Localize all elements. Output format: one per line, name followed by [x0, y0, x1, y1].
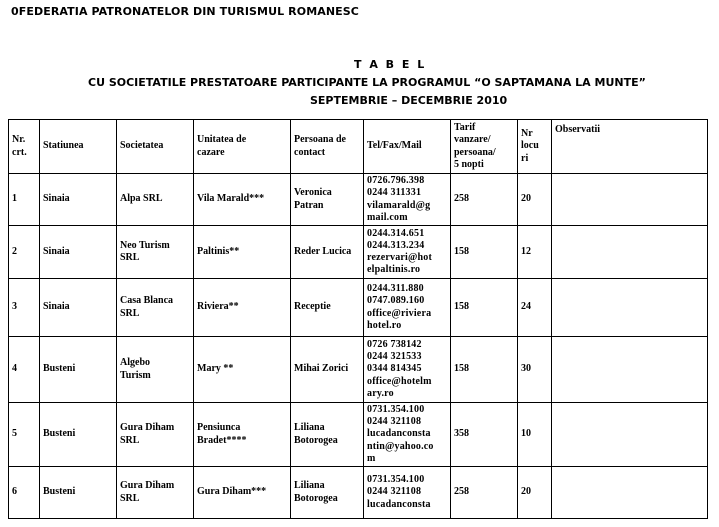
tarif-cell: 158: [451, 226, 518, 279]
header-locuri-line: Nr: [521, 128, 533, 140]
contact-cell-line: 0731.354.100: [367, 404, 425, 415]
contact-cell-line: 0726.796.398: [367, 175, 425, 187]
persoana-cell-line: Patran: [294, 199, 324, 211]
table-row: [9, 174, 708, 226]
statiune-cell: Busteni: [40, 337, 117, 403]
nr-cell: 1: [9, 174, 40, 226]
locuri-cell: 10: [518, 403, 552, 467]
unitate-cell-line: Mary **: [197, 363, 234, 375]
nr-cell: 5: [9, 403, 40, 467]
contact-cell: [364, 403, 451, 467]
contact-cell: [364, 226, 451, 279]
unitate-cell-line: Bradet****: [197, 434, 247, 446]
tarif-cell: 158: [451, 279, 518, 337]
persoana-cell: [291, 279, 364, 337]
statiune-cell: Sinaia: [40, 174, 117, 226]
statiune-cell: Sinaia: [40, 279, 117, 337]
persoana-cell-line: Botorogea: [294, 434, 338, 446]
societate-cell-line: SRL: [120, 434, 140, 446]
persoana-cell: [291, 403, 364, 467]
unitate-cell: [194, 337, 291, 403]
document-header: 0FEDERATIA PATRONATELOR DIN TURISMUL ROMANESC: [11, 5, 359, 18]
contact-cell-line: lucadanconsta: [367, 498, 431, 510]
header-persoana: [291, 120, 364, 174]
observatii-cell: [552, 226, 708, 279]
header-persoana-line: contact: [294, 146, 326, 158]
locuri-cell: 12: [518, 226, 552, 279]
unitate-cell-line: Pensiunca: [197, 422, 241, 434]
table-body: [9, 174, 708, 519]
contact-cell-line: ntin@yahoo.co: [367, 440, 434, 452]
title-line-2: CU SOCIETATILE PRESTATOARE PARTICIPANTE LA PROGRAMUL “O SAPTAMANA LA MUNTE”: [88, 76, 646, 89]
observatii-cell: [552, 337, 708, 403]
locuri-cell: 24: [518, 279, 552, 337]
unitate-cell: [194, 467, 291, 519]
unitate-cell: [194, 279, 291, 337]
header-tarif-line: 5 nopti: [454, 158, 484, 170]
unitate-cell-line: Paltinis**: [197, 245, 240, 257]
societate-cell: [117, 279, 194, 337]
contact-cell-line: mail.com: [367, 211, 408, 223]
header-unitate-line: Unitatea de: [197, 134, 247, 146]
header-tarif-line: persoana/: [454, 146, 496, 158]
persoana-cell: [291, 174, 364, 226]
societate-cell-line: Neo Turism: [120, 239, 170, 251]
contact-cell-line: 0244 321108: [367, 416, 422, 428]
persoana-cell-line: Liliana: [294, 480, 325, 492]
contact-cell-line: 0747.089.160: [367, 295, 425, 307]
participants-table: [8, 119, 708, 519]
persoana-cell: [291, 337, 364, 403]
persoana-cell-line: Botorogea: [294, 492, 338, 504]
contact-cell-line: ary.ro: [367, 387, 394, 399]
unitate-cell-line: Vila Marald***: [197, 193, 265, 205]
persoana-cell-line: Receptie: [294, 301, 331, 313]
persoana-cell-line: Mihai Zorici: [294, 363, 349, 375]
contact-cell-line: m: [367, 452, 376, 464]
header-nr-line: Nr.: [12, 134, 26, 146]
contact-cell: [364, 279, 451, 337]
table-header-row: [9, 120, 708, 174]
header-tarif-line: vanzare/: [454, 134, 491, 146]
societate-cell-line: SRL: [120, 252, 140, 263]
nr-cell: 6: [9, 467, 40, 519]
contact-cell: [364, 337, 451, 403]
contact-cell-line: 0726 738142: [367, 338, 422, 350]
persoana-cell-line: Veronica: [294, 187, 332, 199]
table-row: [9, 279, 708, 337]
observatii-cell: [552, 174, 708, 226]
observatii-cell: [552, 467, 708, 519]
unitate-cell: [194, 226, 291, 279]
persoana-cell-line: Reder Lucica: [294, 245, 352, 257]
observatii-cell: [552, 279, 708, 337]
societate-cell-line: SRL: [120, 307, 140, 319]
nr-cell: 4: [9, 337, 40, 403]
nr-cell: 2: [9, 226, 40, 279]
contact-cell-line: 0244.311.880: [367, 283, 424, 295]
tarif-cell: 258: [451, 467, 518, 519]
contact-cell-line: vilamarald@g: [367, 199, 431, 211]
unitate-cell-line: Gura Diham***: [197, 486, 267, 498]
header-nr: [9, 120, 40, 174]
contact-cell-line: rezervari@hot: [367, 252, 433, 263]
title-line-1: T A B E L: [354, 58, 427, 71]
header-tarif: [451, 120, 518, 174]
header-locuri-line: locu: [521, 140, 539, 152]
locuri-cell: 30: [518, 337, 552, 403]
contact-cell: [364, 467, 451, 519]
header-persoana-line: Persoana de: [294, 134, 346, 146]
table-row: [9, 467, 708, 519]
societate-cell-line: Gura Diham: [120, 422, 175, 434]
persoana-cell-line: Liliana: [294, 422, 325, 434]
statiune-cell: Busteni: [40, 403, 117, 467]
societate-cell-line: Turism: [120, 369, 151, 381]
contact-cell-line: lucadanconsta: [367, 428, 431, 440]
header-tarif-line: Tarif: [454, 122, 476, 134]
contact-cell-line: 0244 311331: [367, 187, 422, 199]
table-row: [9, 403, 708, 467]
persoana-cell: [291, 226, 364, 279]
unitate-cell-line: Riviera**: [197, 301, 239, 313]
contact-cell-line: 0244 321533: [367, 351, 422, 363]
contact-cell-line: 0344 814345: [367, 363, 422, 375]
societate-cell: [117, 467, 194, 519]
header-contact: Tel/Fax/Mail: [364, 120, 451, 174]
header-unitate: [194, 120, 291, 174]
contact-cell-line: 0244.314.651: [367, 227, 425, 239]
observatii-cell: [552, 403, 708, 467]
societate-cell-line: Alpa SRL: [120, 193, 163, 205]
statiune-cell: Sinaia: [40, 226, 117, 279]
societate-cell: [117, 226, 194, 279]
tarif-cell: 158: [451, 337, 518, 403]
contact-cell-line: office@riviera: [367, 307, 432, 319]
societate-cell: [117, 403, 194, 467]
societate-cell-line: Algebo: [120, 357, 150, 369]
header-societate: Societatea: [117, 120, 194, 174]
header-unitate-line: cazare: [197, 146, 225, 158]
locuri-cell: 20: [518, 467, 552, 519]
contact-cell-line: hotel.ro: [367, 319, 402, 331]
contact-cell: [364, 174, 451, 226]
societate-cell: [117, 174, 194, 226]
table-row: [9, 226, 708, 279]
statiune-cell: Busteni: [40, 467, 117, 519]
header-observatii: Observatii: [552, 120, 708, 174]
header-nr-line: crt.: [12, 146, 27, 158]
header-locuri: [518, 120, 552, 174]
contact-cell-line: office@hotelm: [367, 375, 432, 387]
societate-cell: [117, 337, 194, 403]
tarif-cell: 358: [451, 403, 518, 467]
societate-cell-line: SRL: [120, 492, 140, 504]
locuri-cell: 20: [518, 174, 552, 226]
header-locuri-line: ri: [521, 152, 529, 164]
unitate-cell: [194, 403, 291, 467]
unitate-cell: [194, 174, 291, 226]
title-line-3: SEPTEMBRIE – DECEMBRIE 2010: [310, 94, 508, 107]
persoana-cell: [291, 467, 364, 519]
contact-cell-line: 0244.313.234: [367, 239, 425, 251]
table-row: [9, 337, 708, 403]
tarif-cell: 258: [451, 174, 518, 226]
societate-cell-line: Casa Blanca: [120, 295, 174, 307]
contact-cell-line: elpaltinis.ro: [367, 264, 421, 276]
contact-cell-line: 0244 321108: [367, 486, 422, 498]
societate-cell-line: Gura Diham: [120, 480, 175, 492]
header-statiune: Statiunea: [40, 120, 117, 174]
contact-cell-line: 0731.354.100: [367, 474, 425, 486]
nr-cell: 3: [9, 279, 40, 337]
